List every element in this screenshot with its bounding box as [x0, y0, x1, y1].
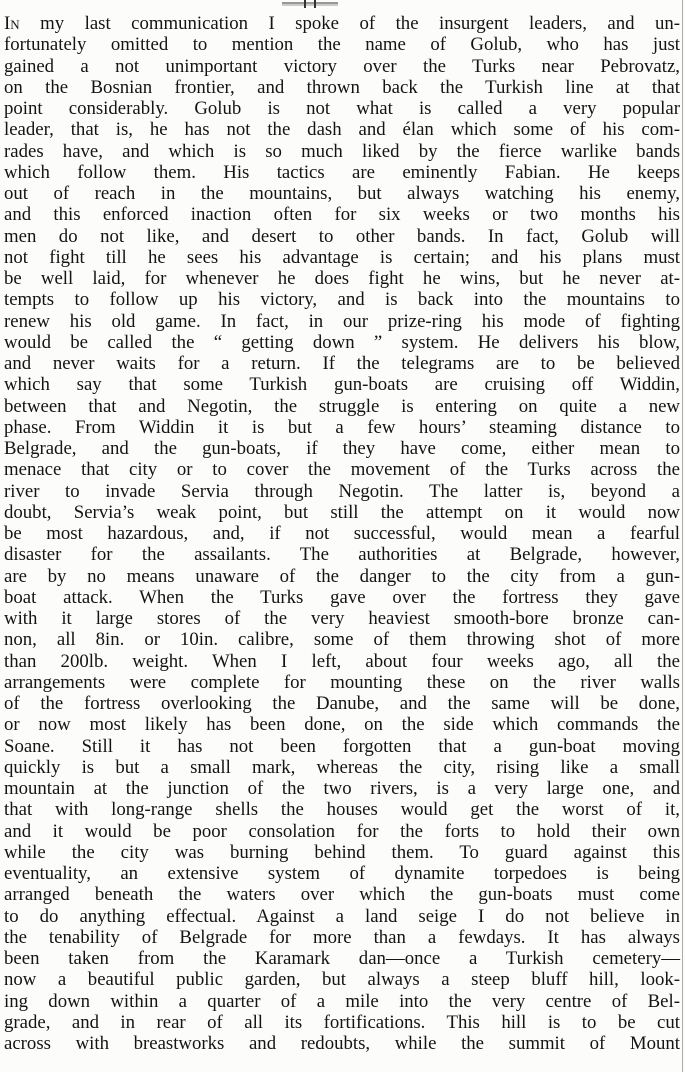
article-line: Belgrade, and the gun-boats, if they have come, either mean to: [4, 438, 680, 459]
article-line: phase. From Widdin it is but a few hours’ steaming distance to: [4, 416, 680, 438]
article-line: out of reach in the mountains, but always watching his enemy,: [4, 183, 680, 204]
article-line: gained a not unimportant victory over the Turks near Pebrovatz,: [4, 55, 680, 77]
article-line: between that and Negotin, the struggle is entering on quite a new: [4, 395, 680, 417]
article-line: than 200lb. weight. When I left, about four weeks ago, all the: [4, 650, 680, 672]
article-line: on the Bosnian frontier, and thrown back the Turkish line at that: [4, 76, 680, 98]
article-line: be well laid, for whenever he does fight he wins, but he never at-: [4, 268, 680, 289]
article-line: fortunately omitted to mention the name of Golub, who has just: [4, 34, 680, 56]
article-line: menace that city or to cover the movement of the Turks across the: [4, 459, 680, 481]
article-line: are by no means unaware of the danger to the city from a gun-: [4, 565, 680, 587]
article-line: boat attack. When the Turks gave over the fortress they gave: [4, 586, 680, 608]
article-line: In my last communication I spoke of the insurgent leaders, and un-: [4, 13, 680, 34]
article-line: and never waits for a return. If the telegrams are to be believed: [4, 353, 680, 374]
article-body: [4, 13, 680, 1054]
article-line: that with long-range shells the houses would get the worst of it,: [4, 799, 680, 821]
article-line: not fight till he sees his advantage is certain; and his plans must: [4, 246, 680, 268]
article-line: now a beautiful public garden, but always a steep bluff hill, look-: [4, 969, 680, 991]
article-line: across with breastworks and redoubts, while the summit of Mount: [4, 1033, 680, 1054]
article-line: of the fortress overlooking the Danube, and the same will be done,: [4, 693, 680, 714]
article-line: while the city was burning behind them. To guard against this: [4, 841, 680, 863]
article-line: non, all 8in. or 10in. calibre, some of them throwing shot of more: [4, 629, 680, 651]
article-line: men do not like, and desert to other bands. In fact, Golub will: [4, 225, 680, 247]
article-line: disaster for the assailants. The authorities at Belgrade, however,: [4, 544, 680, 566]
article-line: and it would be poor consolation for the forts to hold their own: [4, 820, 680, 842]
article-line: been taken from the Karamark dan—once a Turkish cemetery—: [4, 948, 680, 969]
lead-word: In: [4, 13, 20, 34]
article-line: with it large stores of the very heaviest smooth-bore bronze can-: [4, 608, 680, 629]
article-line: grade, and in rear of all its fortifications. This hill is to be cut: [4, 1011, 680, 1033]
article-line: renew his old game. In fact, in our prize-ring his mode of fighting: [4, 310, 680, 332]
column-rule: [682, 0, 683, 1072]
article-line: leader, that is, he has not the dash and élan which some of his com-: [4, 119, 680, 141]
article-line: or now most likely has been done, on the side which commands the: [4, 714, 680, 736]
article-line: arrangements were complete for mounting these on the river walls: [4, 671, 680, 693]
article-line: point considerably. Golub is not what is called a very popular: [4, 98, 680, 119]
article-line: tempts to follow up his victory, and is back into the mountains to: [4, 289, 680, 311]
article-line: eventuality, an extensive system of dynamite torpedoes is being: [4, 863, 680, 884]
article-line: which say that some Turkish gun-boats are cruising off Widdin,: [4, 374, 680, 396]
article-line: mountain at the junction of the two rivers, is a very large one, and: [4, 778, 680, 799]
article-line: which follow them. His tactics are eminently Fabian. He keeps: [4, 161, 680, 183]
section-divider-ornament: [0, 0, 685, 9]
article-line: to do anything effectual. Against a land seige I do not believe in: [4, 905, 680, 927]
article-line: the tenability of Belgrade for more than a fewdays. It has always: [4, 926, 680, 948]
article-line: Soane. Still it has not been forgotten that a gun-boat moving: [4, 735, 680, 757]
article-line: would be called the “ getting down ” system. He delivers his blow,: [4, 331, 680, 353]
article-line: doubt, Servia’s weak point, but still the attempt on it would now: [4, 501, 680, 523]
article-line: quickly is but a small mark, whereas the city, rising like a small: [4, 756, 680, 778]
article-line: river to invade Servia through Negotin. The latter is, beyond a: [4, 480, 680, 502]
article-line: rades have, and which is so much liked by the fierce warlike bands: [4, 140, 680, 162]
article-line: arranged beneath the waters over which the gun-boats must come: [4, 884, 680, 906]
article-line: and this enforced inaction often for six weeks or two months his: [4, 204, 680, 226]
article-line: ing down within a quarter of a mile into the very centre of Bel-: [4, 990, 680, 1012]
article-line: be most hazardous, and, if not successful, would mean a fearful: [4, 523, 680, 544]
